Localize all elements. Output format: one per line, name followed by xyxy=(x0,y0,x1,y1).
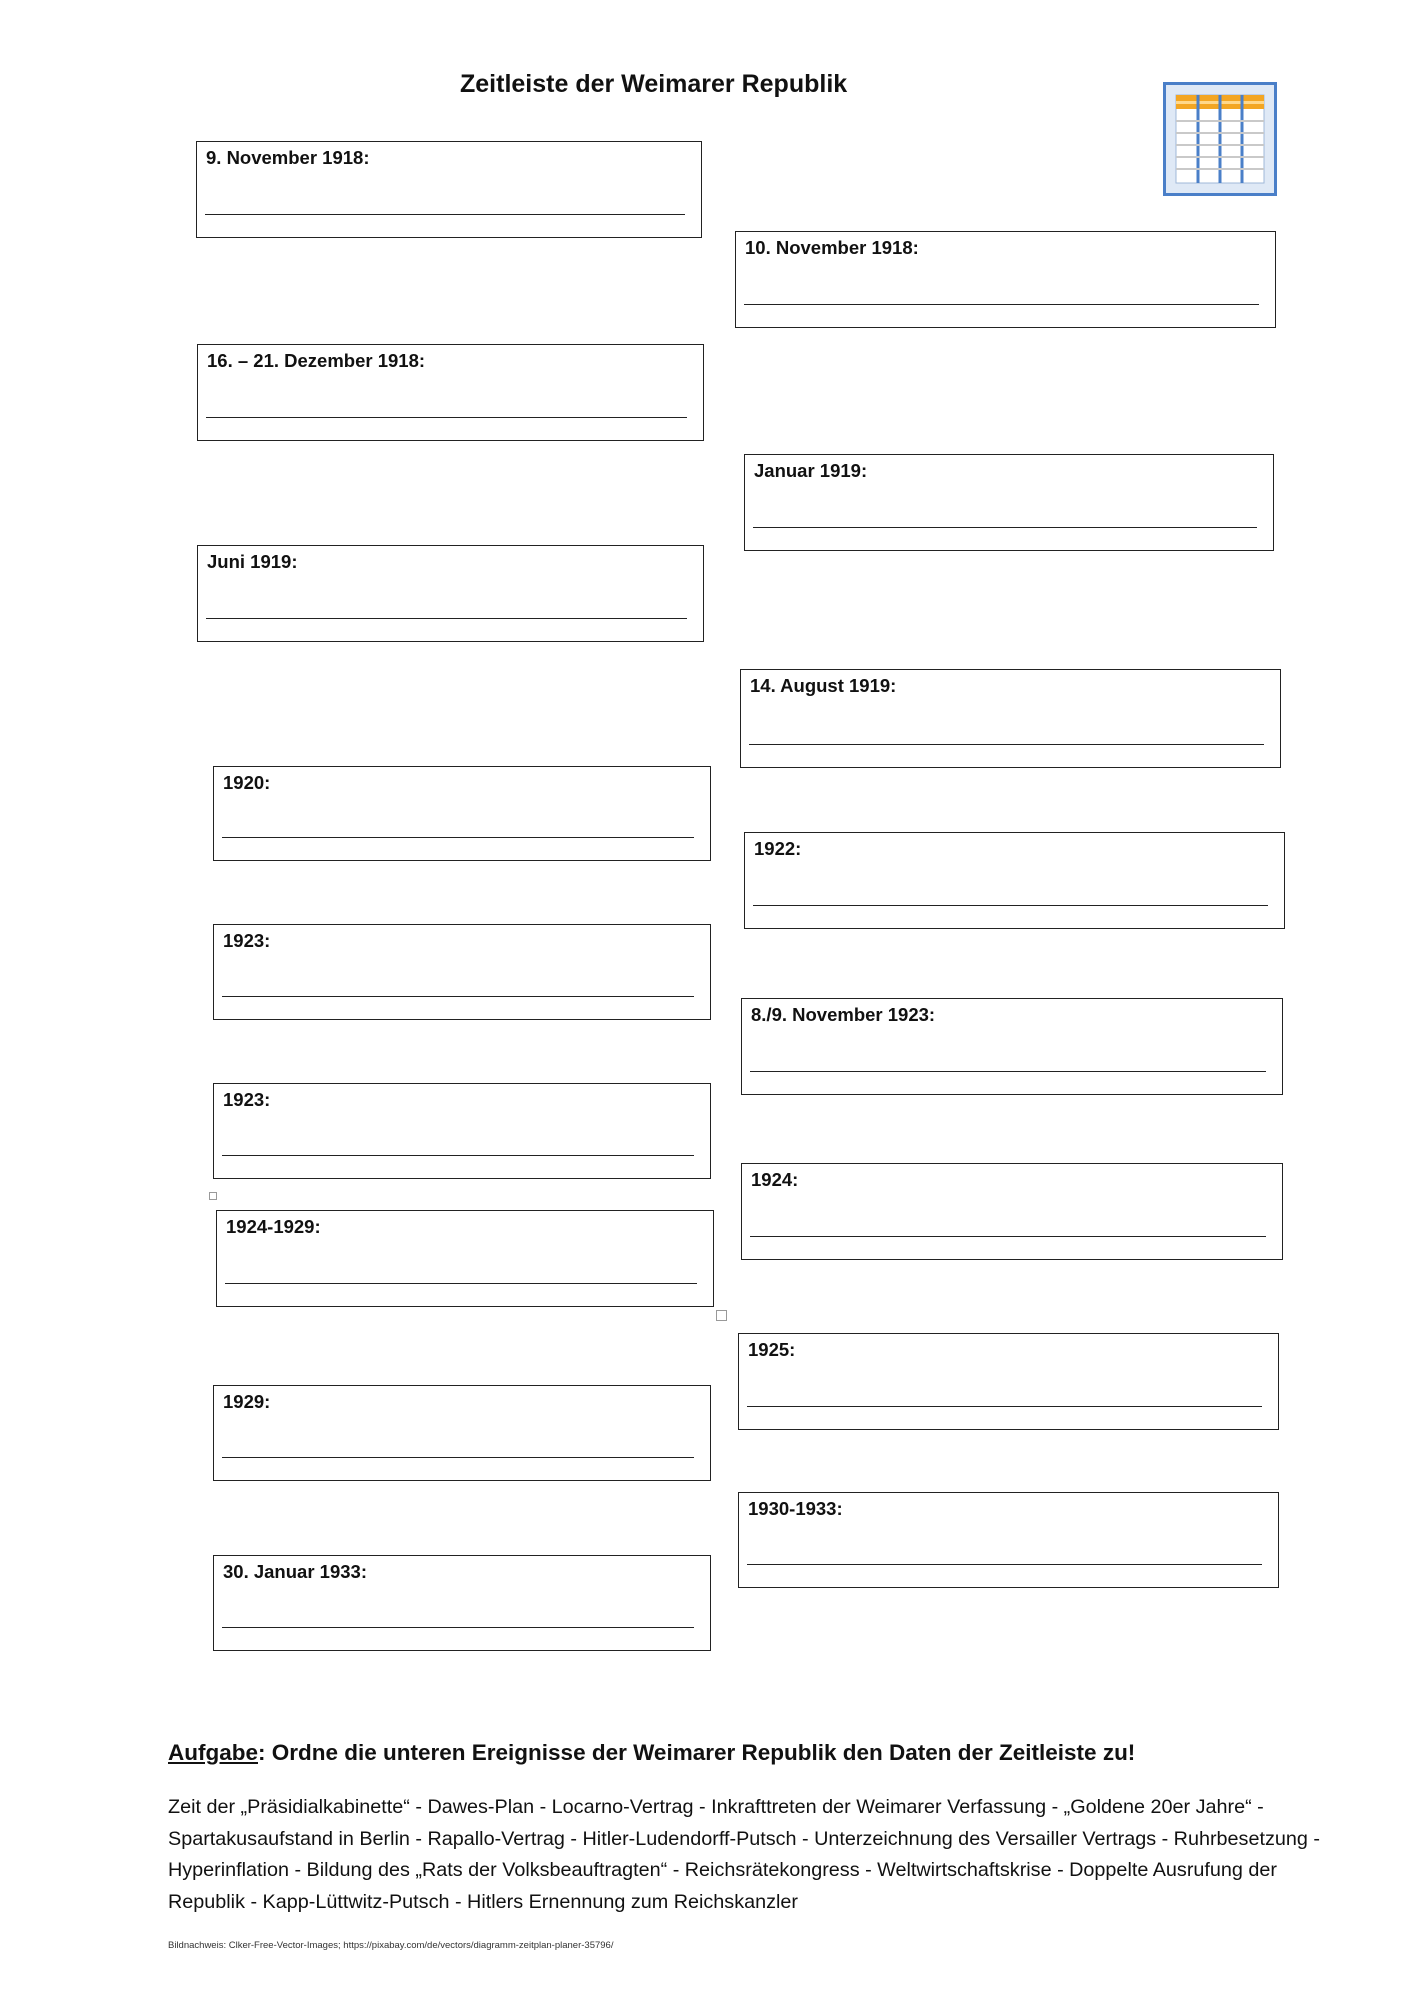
answer-line[interactable] xyxy=(747,1406,1262,1407)
timeline-box xyxy=(213,1083,711,1179)
answer-line[interactable] xyxy=(744,304,1259,305)
timeline-box xyxy=(197,344,704,441)
timeline-date: Juni 1919: xyxy=(207,551,298,572)
timeline-date: 1924-1929: xyxy=(226,1216,321,1237)
timeline-date: 30. Januar 1933: xyxy=(223,1561,367,1582)
timeline-box xyxy=(744,832,1285,929)
timeline-date: 1925: xyxy=(748,1339,796,1360)
timeline-box xyxy=(213,924,711,1020)
answer-line[interactable] xyxy=(747,1564,1262,1565)
events-list: Zeit der „Präsidialkabinette“ - Dawes-Plan - Locarno-Vertrag - Inkrafttreten der Weimarer Verfassung - „Goldene 20er Jahre“ - Spartakusaufstand in Berlin - Rapallo-Vertrag - Hitler-Ludendorff-Putsch - Unterzeichnung des Versailler Vertrags - Ruhrbesetzung - Hyperinflation - Bildung des „Rats der Volksbeauftragten“ - Reichsrätekongress - Weltwirtschaftskrise - Doppelte Ausrufung der Republik - Kapp-Lüttwitz-Putsch - Hitlers Ernennung zum Reichskanzler xyxy=(168,1796,1320,1913)
timeline-box xyxy=(741,1163,1283,1260)
timeline-box xyxy=(196,141,702,238)
answer-line[interactable] xyxy=(222,996,694,997)
timeline-date: 1920: xyxy=(223,772,271,793)
timeline-date: 8./9. November 1923: xyxy=(751,1004,936,1025)
resize-handle xyxy=(716,1310,727,1321)
task-prefix: Aufgabe xyxy=(168,1740,258,1765)
timeline-date: 1923: xyxy=(223,1089,271,1110)
timeline-box xyxy=(738,1492,1279,1588)
answer-line[interactable] xyxy=(753,905,1268,906)
anchor-marker xyxy=(209,1192,217,1200)
timeline-date: 1922: xyxy=(754,838,802,859)
timeline-box xyxy=(735,231,1276,328)
answer-line[interactable] xyxy=(225,1283,697,1284)
task-heading xyxy=(168,1740,1318,1766)
table-planner-icon xyxy=(1163,82,1277,196)
answer-line[interactable] xyxy=(222,1155,694,1156)
answer-line[interactable] xyxy=(753,527,1257,528)
timeline-date: 1930-1933: xyxy=(748,1498,843,1519)
timeline-date: 9. November 1918: xyxy=(206,147,370,168)
timeline-date: 1929: xyxy=(223,1391,271,1412)
answer-line[interactable] xyxy=(206,417,687,418)
answer-line[interactable] xyxy=(750,1071,1266,1072)
answer-line[interactable] xyxy=(205,214,685,215)
timeline-date: 1923: xyxy=(223,930,271,951)
answer-line[interactable] xyxy=(206,618,687,619)
image-credit: Bildnachweis: Clker-Free-Vector-Images; https://pixabay.com/de/vectors/diagramm-zeitplan-planer-35796/ xyxy=(168,1940,614,1951)
timeline-box xyxy=(740,669,1281,768)
timeline-box xyxy=(197,545,704,642)
timeline-box xyxy=(741,998,1283,1095)
timeline-date: 14. August 1919: xyxy=(750,675,897,696)
timeline-date: 10. November 1918: xyxy=(745,237,919,258)
timeline-box xyxy=(213,1555,711,1651)
timeline-box xyxy=(216,1210,714,1307)
answer-line[interactable] xyxy=(750,1236,1266,1237)
answer-line[interactable] xyxy=(222,837,694,838)
timeline-box xyxy=(738,1333,1279,1430)
timeline-box xyxy=(744,454,1274,551)
timeline-box xyxy=(213,1385,711,1481)
task-text: : Ordne die unteren Ereignisse der Weimarer Republik den Daten der Zeitleiste zu! xyxy=(258,1740,1136,1765)
answer-line[interactable] xyxy=(749,744,1264,745)
timeline-date: Januar 1919: xyxy=(754,460,868,481)
page-title: Zeitleiste der Weimarer Republik xyxy=(460,70,848,98)
timeline-box xyxy=(213,766,711,861)
timeline-date: 1924: xyxy=(751,1169,799,1190)
answer-line[interactable] xyxy=(222,1627,694,1628)
answer-line[interactable] xyxy=(222,1457,694,1458)
timeline-date: 16. – 21. Dezember 1918: xyxy=(207,350,426,371)
